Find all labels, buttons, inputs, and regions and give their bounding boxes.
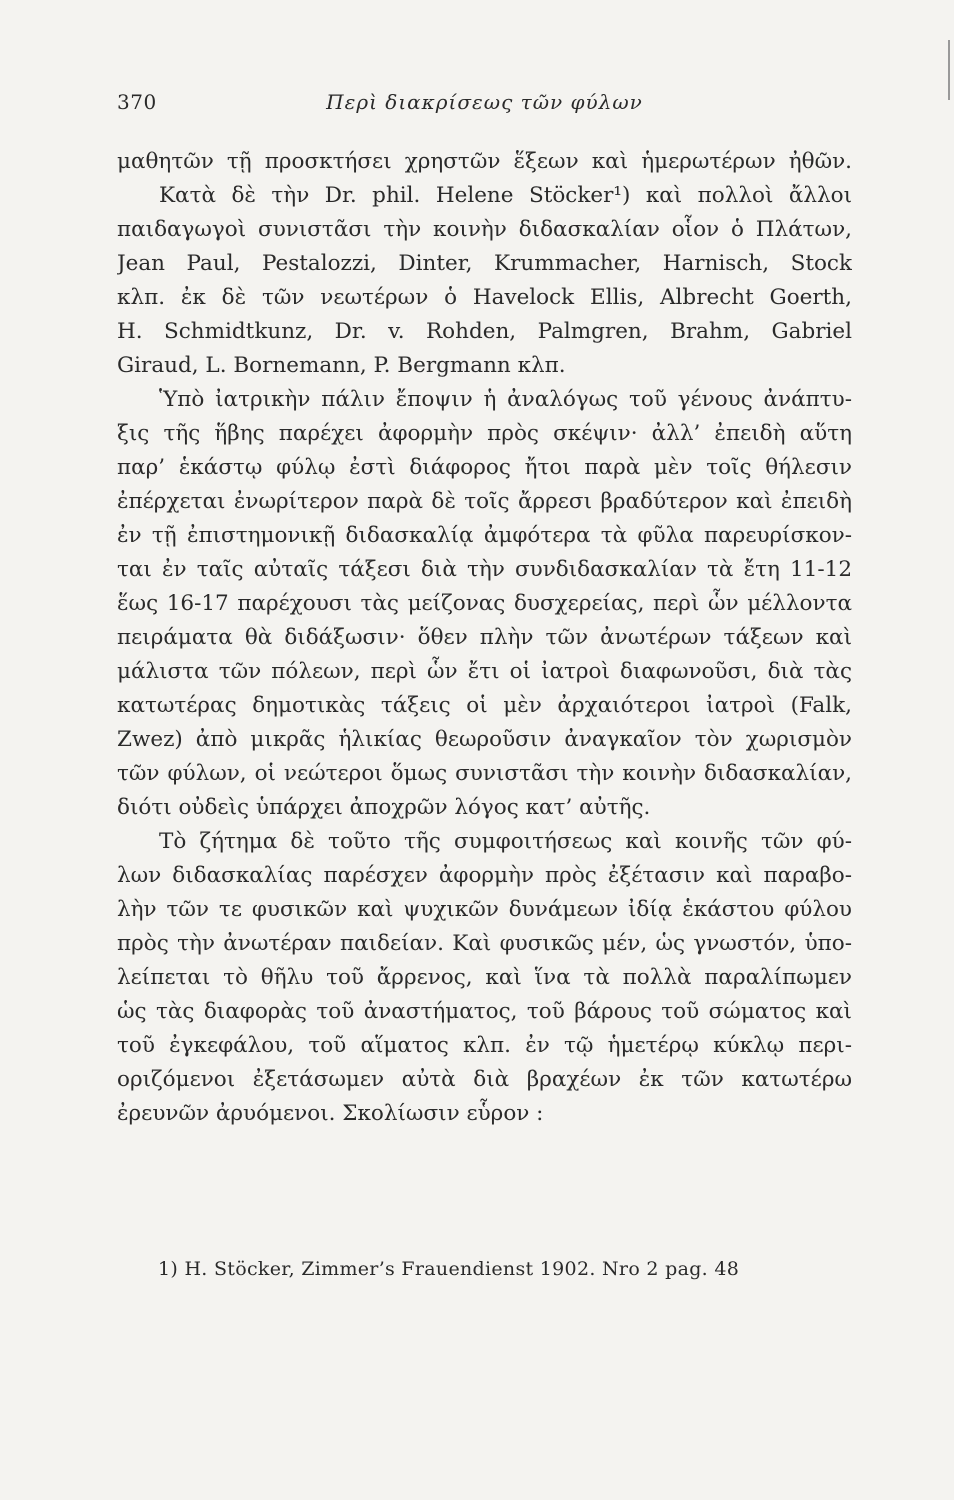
text-line: ἕως 16-17 παρέχουσι τὰς μείζονας δυσχερείας, περὶ ὧν μέλλοντα	[117, 591, 852, 616]
text-line: ται ἐν ταῖς αὐταῖς τάξεσι διὰ τὴν συνδιδασκαλίαν τὰ ἔτη 11-12	[117, 557, 852, 582]
text-line: οριζόμενοι ἐξετάσωμεν αὐτὰ διὰ βραχέων ἐκ τῶν κατωτέρω	[117, 1067, 852, 1092]
text-line: παρ’ ἑκάστῳ φύλῳ ἐστὶ διάφορος ἤτοι παρὰ μὲν τοῖς θήλεσιν	[117, 455, 852, 480]
text-line: Κατὰ δὲ τὴν Dr. phil. Helene Stöcker¹) καὶ πολλοὶ ἄλλοι	[159, 183, 852, 208]
text-line: Zwez) ἀπὸ μικρᾶς ἡλικίας θεωροῦσιν ἀναγκαῖον τὸν χωρισμὸν	[117, 727, 852, 752]
page-number: 370	[117, 90, 157, 114]
text-line: H. Schmidtkunz, Dr. v. Rohden, Palmgren, Brahm, Gabriel	[117, 319, 852, 344]
text-line: ὡς τὰς διαφορὰς τοῦ ἀναστήματος, τοῦ βάρους τοῦ σώματος καὶ	[117, 999, 852, 1024]
text-line: τῶν φύλων, οἱ νεώτεροι ὅμως συνιστᾶσι τὴν κοινὴν διδασκαλίαν,	[117, 761, 852, 786]
text-line: πειράματα θὰ διδάξωσιν· ὅθεν πλὴν τῶν ἀνωτέρων τάξεων καὶ	[117, 625, 852, 650]
text-line: μαθητῶν τῇ προσκτήσει χρηστῶν ἕξεων καὶ ἡμερωτέρων ἠθῶν.	[117, 149, 852, 174]
footnote: 1) H. Stöcker, Zimmer’s Frauendienst 1902. Nro 2 pag. 48	[158, 1258, 740, 1280]
page-header	[117, 90, 852, 120]
text-line: λείπεται τὸ θῆλυ τοῦ ἄρρενος, καὶ ἵνα τὰ πολλὰ παραλίπωμεν	[117, 965, 852, 990]
text-line: ἐν τῇ ἐπιστημονικῇ διδασκαλίᾳ ἀμφότερα τὰ φῦλα παρευρίσκον-	[117, 523, 852, 548]
text-line: ἐρευνῶν ἀρυόμενοι. Σκολίωσιν εὗρον :	[117, 1101, 544, 1126]
text-line: τοῦ ἐγκεφάλου, τοῦ αἵματος κλπ. ἐν τῷ ἡμετέρῳ κύκλῳ περι-	[117, 1033, 852, 1058]
text-line: Ὑπὸ ἰατρικὴν πάλιν ἔποψιν ἡ ἀναλόγως τοῦ γένους ἀνάπτυ-	[159, 387, 852, 412]
text-line: ἐπέρχεται ἐνωρίτερον παρὰ δὲ τοῖς ἄρρεσι βραδύτερον καὶ ἐπειδὴ	[117, 489, 852, 514]
text-line: πρὸς τὴν ἀνωτέραν παιδείαν. Καὶ φυσικῶς μέν, ὡς γνωστόν, ὑπο-	[117, 931, 852, 956]
text-line: λὴν τῶν τε φυσικῶν καὶ ψυχικῶν δυνάμεων ἰδίᾳ ἑκάστου φύλου	[117, 897, 852, 922]
text-line: Jean Paul, Pestalozzi, Dinter, Krummacher, Harnisch, Stock	[117, 251, 852, 276]
text-line: Giraud, L. Bornemann, P. Bergmann κλπ.	[117, 353, 566, 378]
scan-edge-mark	[948, 40, 950, 100]
main-text	[117, 145, 852, 1131]
text-line: μάλιστα τῶν πόλεων, περὶ ὧν ἔτι οἱ ἰατροὶ διαφωνοῦσι, διὰ τὰς	[117, 659, 852, 684]
running-title: Περὶ διακρίσεως τῶν φύλων	[326, 90, 643, 114]
text-line: Τὸ ζήτημα δὲ τοῦτο τῆς συμφοιτήσεως καὶ κοινῆς τῶν φύ-	[159, 829, 852, 854]
text-line: διότι οὐδεὶς ὑπάρχει ἀποχρῶν λόγος κατ’ αὐτῆς.	[117, 795, 651, 820]
text-line: λων διδασκαλίας παρέσχεν ἀφορμὴν πρὸς ἐξέτασιν καὶ παραβο-	[117, 863, 852, 888]
text-line: ξις τῆς ἥβης παρέχει ἀφορμὴν πρὸς σκέψιν· ἀλλ’ ἐπειδὴ αὕτη	[117, 421, 852, 446]
text-line: παιδαγωγοὶ συνιστᾶσι τὴν κοινὴν διδασκαλίαν οἷον ὁ Πλάτων,	[117, 217, 852, 242]
text-line: κλπ. ἐκ δὲ τῶν νεωτέρων ὁ Havelock Ellis, Albrecht Goerth,	[117, 285, 852, 310]
text-line: κατωτέρας δημοτικὰς τάξεις οἱ μὲν ἀρχαιότεροι ἰατροὶ (Falk,	[117, 693, 852, 718]
